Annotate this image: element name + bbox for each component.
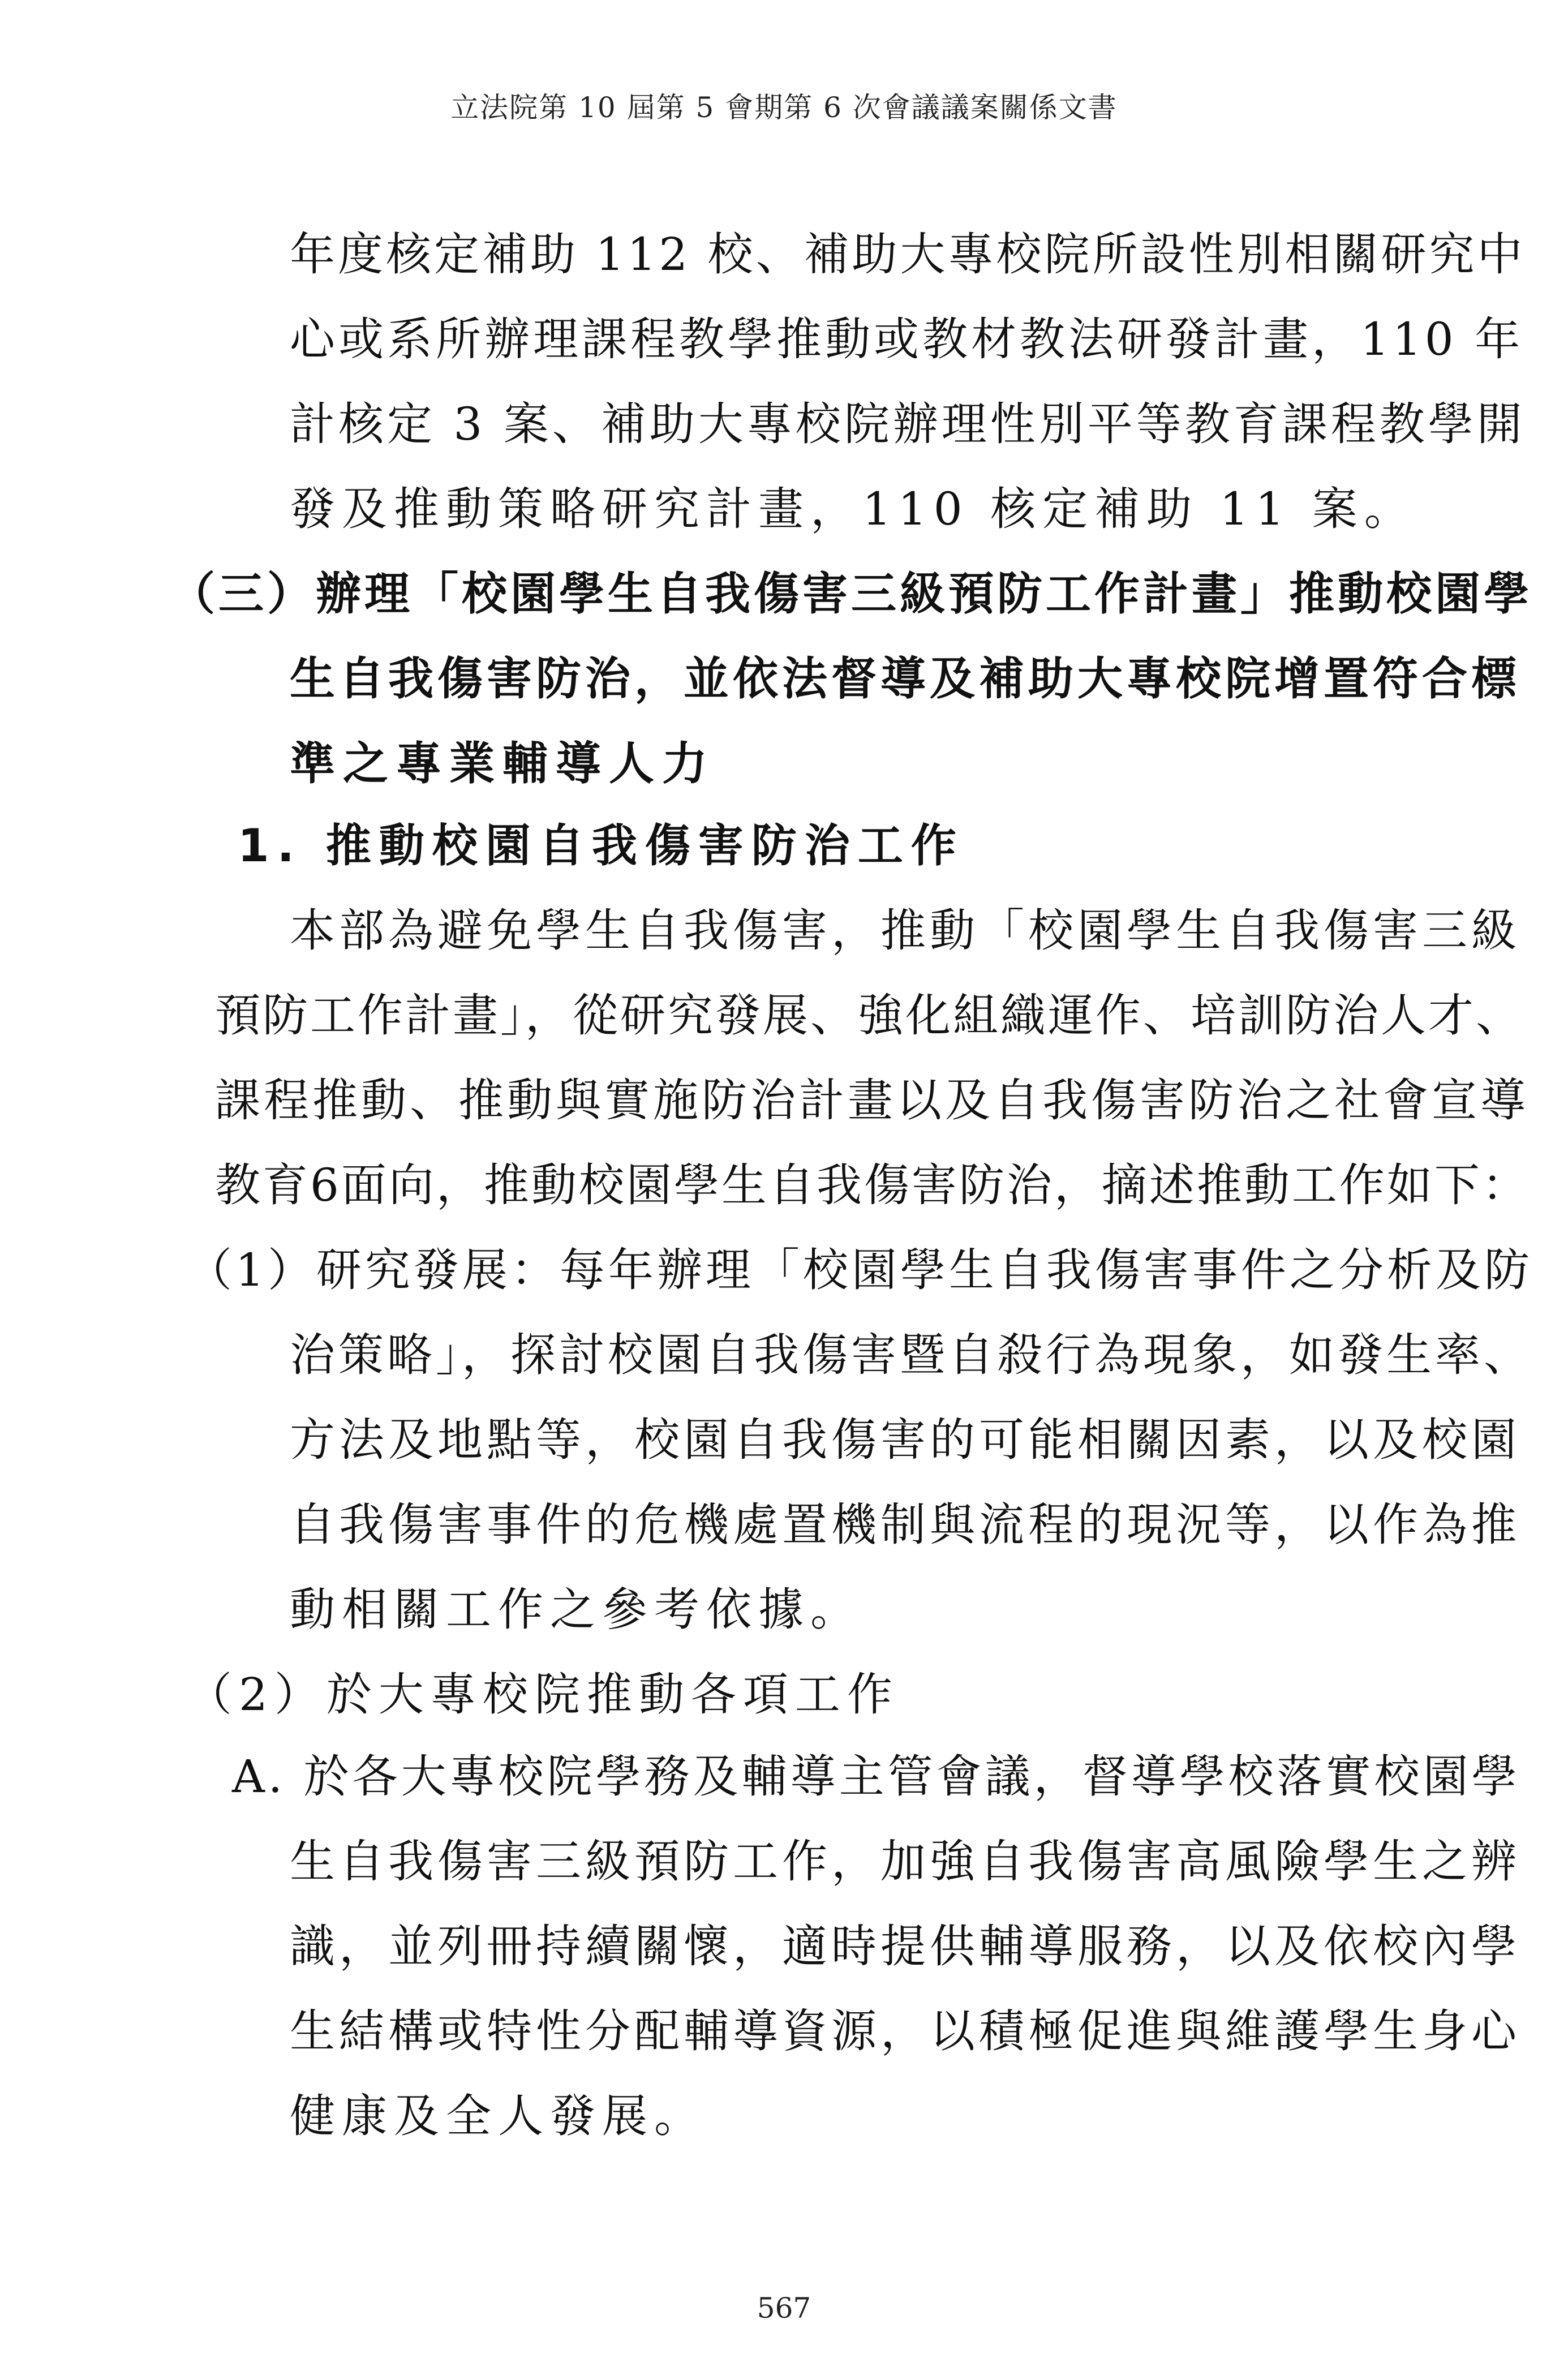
subitem-line: 治策略」，探討校園自我傷害暨自殺行為現象，如發生率、	[290, 1329, 1532, 1381]
subitem-line: 自我傷害事件的危機處置機制與流程的現況等，以作為推	[290, 1498, 1520, 1551]
paragraph-line: 年度核定補助 112 校、補助大專校院所設性別相關研究中	[290, 228, 1526, 281]
subitem-line: 生自我傷害三級預防工作，加強自我傷害高風險學生之辨	[290, 1835, 1520, 1888]
subitem-line: （1）研究發展：每年辦理「校園學生自我傷害事件之分析及防	[187, 1244, 1533, 1296]
item-heading: 1. 推動校園自我傷害防治工作	[238, 819, 964, 872]
section-heading-line: （三）辦理「校園學生自我傷害三級預防工作計畫」推動校園學	[170, 568, 1532, 620]
subitem-line: 健康及全人發展。	[290, 2090, 706, 2142]
body-line: 本部為避免學生自我傷害，推動「校園學生自我傷害三級	[290, 904, 1520, 957]
subitem-line: 生結構或特性分配輔導資源，以積極促進與維護學生身心	[290, 2005, 1520, 2057]
subitem-heading: （2）於大專校院推動各項工作	[187, 1668, 899, 1721]
section-heading-line: 生自我傷害防治，並依法督導及補助大專校院增置符合標	[290, 652, 1520, 705]
paragraph-line: 發及推動策略研究計畫，110 核定補助 11 案。	[290, 483, 1416, 535]
subitem-line: 動相關工作之參考依據。	[290, 1583, 862, 1636]
paragraph-line: 計核定 3 案、補助大專校院辦理性別平等教育課程教學開	[290, 398, 1526, 450]
body-line: 課程推動、推動與實施防治計畫以及自我傷害防治之社會宣導	[215, 1074, 1529, 1127]
section-heading-line: 準之專業輔導人力	[290, 737, 715, 790]
subitem-line: 方法及地點等，校園自我傷害的可能相關因素，以及校園	[290, 1414, 1520, 1466]
body-line: 預防工作計畫」，從研究發展、強化組織運作、培訓防治人才、	[215, 989, 1523, 1042]
page-header: 立法院第 10 屆第 5 會期第 6 次會議議案關係文書	[450, 91, 1118, 124]
subitem-line: A. 於各大專校院學務及輔導主管會議，督導學校落實校園學	[232, 1750, 1520, 1803]
body-line: 教育6面向，推動校園學生自我傷害防治，摘述推動工作如下：	[215, 1159, 1530, 1212]
subitem-line: 識，並列冊持續關懷，適時提供輔導服務，以及依校內學	[290, 1920, 1520, 1973]
page-number: 567	[757, 2292, 811, 2325]
paragraph-line: 心或系所辦理課程教學推動或教材教法研發計畫，110 年	[290, 313, 1524, 366]
